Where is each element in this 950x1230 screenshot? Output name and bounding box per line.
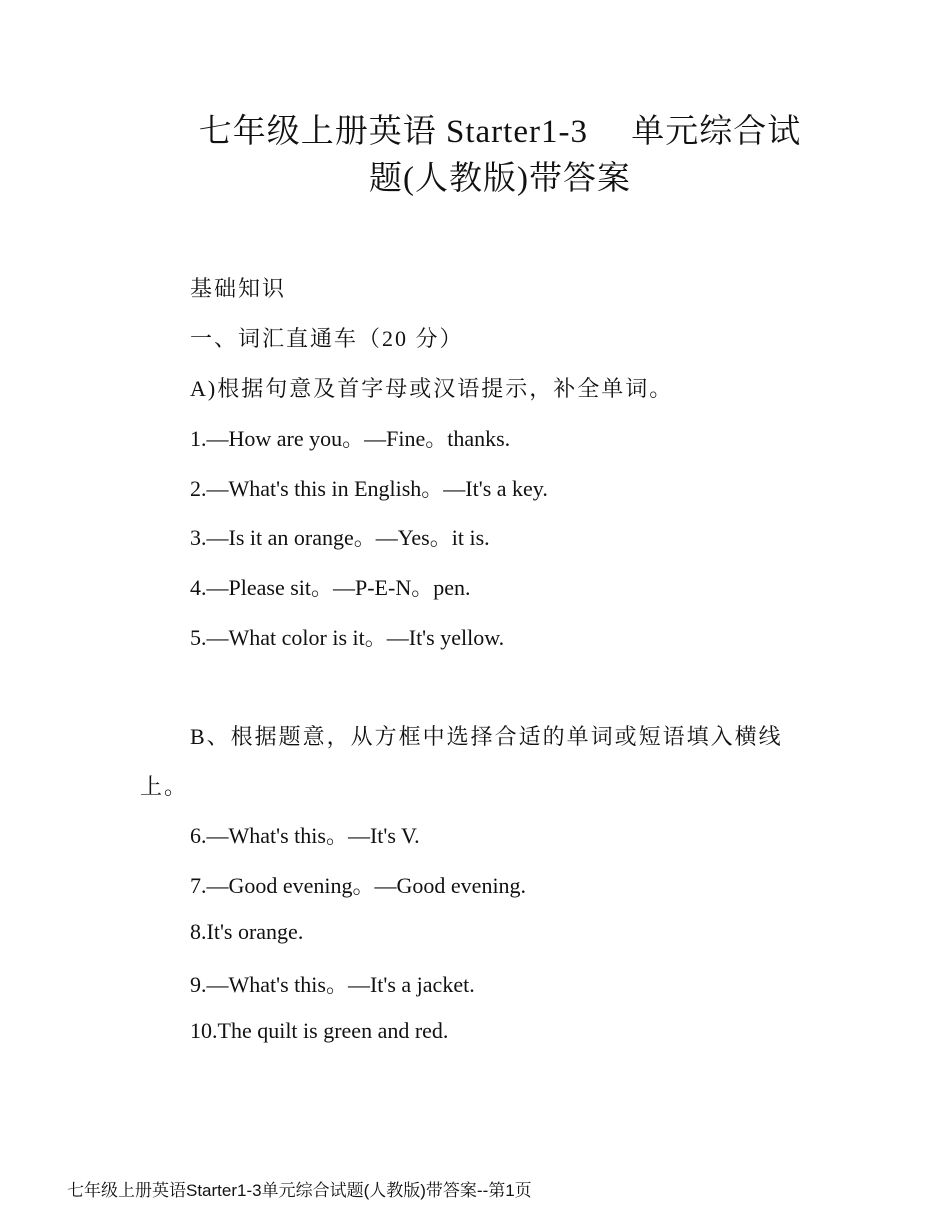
question-item: 9.—What's this。—It's a jacket. xyxy=(190,972,475,997)
document-title-line-1: 七年级上册英语 Starter1-3 单元综合试 xyxy=(198,114,802,150)
part-b-instruction-line-1: B、根据题意，从方框中选择合适的单词或短语填入横线 xyxy=(190,724,783,749)
question-item: 4.—Please sit。—P-E-N。pen. xyxy=(190,575,471,600)
section-heading: 基础知识 xyxy=(190,276,287,301)
page-footer: 七年级上册英语Starter1-3单元综合试题(人教版)带答案--第1页 xyxy=(67,1181,532,1200)
question-item: 6.—What's this。—It's V. xyxy=(190,823,420,848)
part-b-instruction-line-2: 上。 xyxy=(140,774,189,799)
question-item: 10.The quilt is green and red. xyxy=(190,1018,449,1043)
question-item: 8.It's orange. xyxy=(190,919,304,944)
part-a-instruction: A)根据句意及首字母或汉语提示，补全单词。 xyxy=(190,376,674,401)
question-item: 3.—Is it an orange。—Yes。it is. xyxy=(190,525,490,550)
question-item: 2.—What's this in English。—It's a key. xyxy=(190,476,548,501)
document-title-line-2: 题(人教版)带答案 xyxy=(369,161,631,197)
question-item: 1.—How are you。—Fine。thanks. xyxy=(190,426,511,451)
question-item: 5.—What color is it。—It's yellow. xyxy=(190,625,505,650)
question-item: 7.—Good evening。—Good evening. xyxy=(190,873,527,898)
part-one-heading: 一、词汇直通车（20 分） xyxy=(190,326,464,351)
